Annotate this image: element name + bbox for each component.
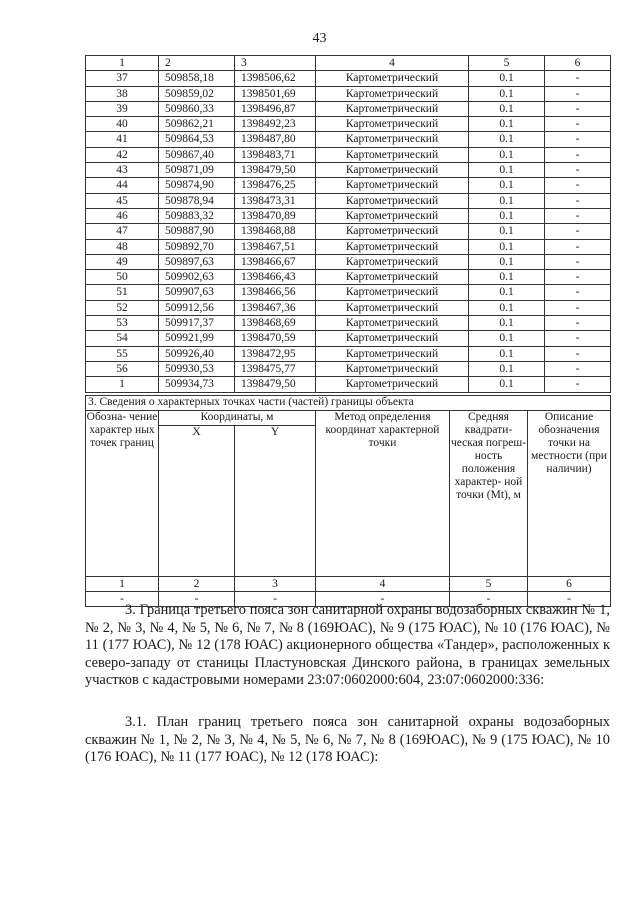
table-cell: 1398470,59 [235, 331, 316, 346]
table-cell: 0.1 [469, 224, 545, 239]
table-cell: 1398483,71 [235, 147, 316, 162]
table-cell: 54 [86, 331, 159, 346]
table-cell: 0.1 [469, 377, 545, 392]
table-cell: 1398473,31 [235, 193, 316, 208]
table-cell: 509858,18 [159, 71, 235, 86]
table-cell: Картометрический [316, 193, 469, 208]
table-cell: 41 [86, 132, 159, 147]
table-cell: 509860,33 [159, 101, 235, 116]
table-cell: 6 [545, 56, 611, 71]
table-cell: Картометрический [316, 331, 469, 346]
table-cell: 2 [159, 56, 235, 71]
paragraph-section-3-1: 3.1. План границ третьего пояса зон санитарной охраны водозаборных скважин № 1, № 2, № 3, № 4, № 5, № 6, № 7, № 8 (169ЮАС), № 9 (175 ЮАС), № 10 (176 ЮАС), № 11 (177 ЮАС), № 12 (178 ЮАС): [85, 714, 610, 766]
table-row [86, 224, 611, 239]
table-cell: 1398492,23 [235, 117, 316, 132]
table-cell: 42 [86, 147, 159, 162]
table-cell: 509921,99 [159, 331, 235, 346]
table-cell: 1 [86, 576, 159, 591]
col-description-label: Описание обозначения точки на местности (при наличии) [528, 410, 611, 576]
table-cell: - [545, 361, 611, 376]
table-cell: 509862,21 [159, 117, 235, 132]
table-cell: 509934,73 [159, 377, 235, 392]
table-cell: Картометрический [316, 239, 469, 254]
table-cell: Картометрический [316, 71, 469, 86]
table-cell: - [545, 254, 611, 269]
table-cell: - [545, 132, 611, 147]
table-cell: 509871,09 [159, 163, 235, 178]
table-cell: 0.1 [469, 316, 545, 331]
table-cell: 1398466,67 [235, 254, 316, 269]
table-cell: 509902,63 [159, 270, 235, 285]
table-cell: Картометрический [316, 163, 469, 178]
table-cell: 0.1 [469, 270, 545, 285]
table-cell: 40 [86, 117, 159, 132]
table-cell: Картометрический [316, 377, 469, 392]
table-cell: Картометрический [316, 86, 469, 101]
table-cell: 0.1 [469, 101, 545, 116]
table-cell: Картометрический [316, 132, 469, 147]
table-cell: - [545, 101, 611, 116]
table-cell: Картометрический [316, 147, 469, 162]
table-cell: Картометрический [316, 101, 469, 116]
table-row [86, 193, 611, 208]
page-number: 43 [312, 31, 327, 46]
table-cell: Картометрический [316, 300, 469, 315]
table-cell: 509883,32 [159, 208, 235, 223]
table-cell: 52 [86, 300, 159, 315]
column-number-row [86, 576, 611, 591]
table-cell: 0.1 [469, 132, 545, 147]
table-row [86, 208, 611, 223]
table-cell: - [545, 193, 611, 208]
table-cell: 509926,40 [159, 346, 235, 361]
table-cell: 45 [86, 193, 159, 208]
table-cell: 509917,37 [159, 316, 235, 331]
table-cell: 0.1 [469, 86, 545, 101]
table-cell: 0.1 [469, 346, 545, 361]
col-x-label: X [159, 425, 235, 576]
table-header-row [86, 56, 611, 71]
table-cell: - [86, 591, 159, 606]
table-row [86, 86, 611, 101]
table-cell: 48 [86, 239, 159, 254]
table-cell: 0.1 [469, 361, 545, 376]
table-cell: 4 [316, 56, 469, 71]
table-row [86, 239, 611, 254]
table-cell: Картометрический [316, 346, 469, 361]
table-row [86, 270, 611, 285]
table-cell: 50 [86, 270, 159, 285]
section3-table [85, 395, 611, 607]
table-cell: 39 [86, 101, 159, 116]
table-cell: 1398472,95 [235, 346, 316, 361]
table-cell: 43 [86, 163, 159, 178]
table-cell: 509892,70 [159, 239, 235, 254]
table-row [86, 361, 611, 376]
table-cell: 1398475,77 [235, 361, 316, 376]
table-cell: 1398506,62 [235, 71, 316, 86]
table-cell: 47 [86, 224, 159, 239]
table-row [86, 178, 611, 193]
table-cell: - [545, 147, 611, 162]
table-cell: - [545, 117, 611, 132]
table-cell: - [545, 270, 611, 285]
table-row [86, 132, 611, 147]
table-cell: 509874,90 [159, 178, 235, 193]
table-cell: 509897,63 [159, 254, 235, 269]
table-cell: Картометрический [316, 361, 469, 376]
table-cell: 46 [86, 208, 159, 223]
table-cell: - [545, 377, 611, 392]
table-cell: 509930,53 [159, 361, 235, 376]
table-row [86, 346, 611, 361]
table-cell: 0.1 [469, 239, 545, 254]
table-cell: 1398496,87 [235, 101, 316, 116]
table-cell: 5 [469, 56, 545, 71]
table-cell: 53 [86, 316, 159, 331]
table-cell: 4 [316, 576, 450, 591]
table-cell: 0.1 [469, 117, 545, 132]
table-cell: 1 [86, 377, 159, 392]
table-cell: 1398476,25 [235, 178, 316, 193]
table-row [86, 147, 611, 162]
col-point-label: Обозна- чение характер ных точек границ [86, 410, 159, 576]
table-cell: - [450, 591, 528, 606]
table-cell: - [545, 239, 611, 254]
table-cell: 3 [235, 56, 316, 71]
table-cell: Картометрический [316, 208, 469, 223]
table-cell: 509864,53 [159, 132, 235, 147]
col-accuracy-label: Средняя квадрати- ческая погреш- ность положения характер- ной точки (Mt), м [450, 410, 528, 576]
table-cell: 1398479,50 [235, 163, 316, 178]
table-cell: 5 [450, 576, 528, 591]
table-cell: 509878,94 [159, 193, 235, 208]
table-cell: - [545, 86, 611, 101]
table-cell: 1398479,50 [235, 377, 316, 392]
table-cell: 0.1 [469, 208, 545, 223]
table-cell: 1398467,36 [235, 300, 316, 315]
table-cell: 1398468,69 [235, 316, 316, 331]
coordinates-table [85, 55, 611, 393]
table-cell: - [159, 591, 235, 606]
table-cell: Картометрический [316, 178, 469, 193]
table-cell: - [235, 591, 316, 606]
table-row [86, 316, 611, 331]
col-y-label: Y [235, 425, 316, 576]
table-cell: 2 [159, 576, 235, 591]
table-cell: 0.1 [469, 147, 545, 162]
table-cell: 1398470,89 [235, 208, 316, 223]
table-cell: 509887,90 [159, 224, 235, 239]
table-cell: - [316, 591, 450, 606]
table-cell: 0.1 [469, 193, 545, 208]
table-cell: 1398466,43 [235, 270, 316, 285]
table-cell: Картометрический [316, 285, 469, 300]
table-cell: 3 [235, 576, 316, 591]
col-coords-label: Координаты, м [159, 410, 316, 425]
table-cell: 51 [86, 285, 159, 300]
table-cell: - [545, 208, 611, 223]
table-cell: Картометрический [316, 254, 469, 269]
table-cell: 0.1 [469, 285, 545, 300]
table-row [86, 163, 611, 178]
table-cell: 6 [528, 576, 611, 591]
table-cell: 0.1 [469, 254, 545, 269]
table-cell: Картометрический [316, 316, 469, 331]
table-cell: Картометрический [316, 224, 469, 239]
table-cell: 509912,56 [159, 300, 235, 315]
table-row [86, 71, 611, 86]
table-cell: 509867,40 [159, 147, 235, 162]
table-cell: - [528, 591, 611, 606]
table-cell: 1398501,69 [235, 86, 316, 101]
table-cell: - [545, 300, 611, 315]
table-row [86, 254, 611, 269]
table-cell: 1 [86, 56, 159, 71]
table-cell: - [545, 178, 611, 193]
table-row [86, 101, 611, 116]
table-cell: 38 [86, 86, 159, 101]
table-cell: 37 [86, 71, 159, 86]
table-cell: - [545, 331, 611, 346]
table-cell: 55 [86, 346, 159, 361]
table-cell: - [545, 346, 611, 361]
table-cell: 1398466,56 [235, 285, 316, 300]
table-cell: 0.1 [469, 300, 545, 315]
table-row [86, 285, 611, 300]
table-cell: - [545, 224, 611, 239]
table-cell: 49 [86, 254, 159, 269]
table-cell: 44 [86, 178, 159, 193]
table-cell: 0.1 [469, 178, 545, 193]
paragraph-section-3: 3. Граница третьего пояса зон санитарной охраны водозаборных скважин № 1, № 2, № 3, № 4, № 5, № 6, № 7, № 8 (169ЮАС), № 9 (175 ЮАС), № 10 (176 ЮАС), № 11 (177 ЮАС), № 12 (178 ЮАС) акционерного общества «Тандер», расположенных к северо-западу от станицы Пластуновская Динского района, в границах земельных участков с кадастровыми номерами 23:07:0602000:604, 23:07:0602000:336: [85, 602, 610, 689]
table-cell: 509907,63 [159, 285, 235, 300]
col-method-label: Метод определения координат характерной точки [316, 410, 450, 576]
table-cell: - [545, 71, 611, 86]
table-cell: 0.1 [469, 163, 545, 178]
table-row [86, 300, 611, 315]
table-cell: 1398467,51 [235, 239, 316, 254]
table-cell: Картометрический [316, 270, 469, 285]
table-cell: 0.1 [469, 71, 545, 86]
table-cell: 56 [86, 361, 159, 376]
table-row [86, 117, 611, 132]
table-row [86, 377, 611, 392]
table-cell: Картометрический [316, 117, 469, 132]
table-row [86, 331, 611, 346]
table-cell: 509859,02 [159, 86, 235, 101]
table-cell: 0.1 [469, 331, 545, 346]
table-cell: 1398468,88 [235, 224, 316, 239]
table-cell: - [545, 163, 611, 178]
section3-title: 3. Сведения о характерных точках части (частей) границы объекта [86, 396, 611, 411]
table-cell: 1398487,80 [235, 132, 316, 147]
table-cell: - [545, 285, 611, 300]
table-cell: - [545, 316, 611, 331]
